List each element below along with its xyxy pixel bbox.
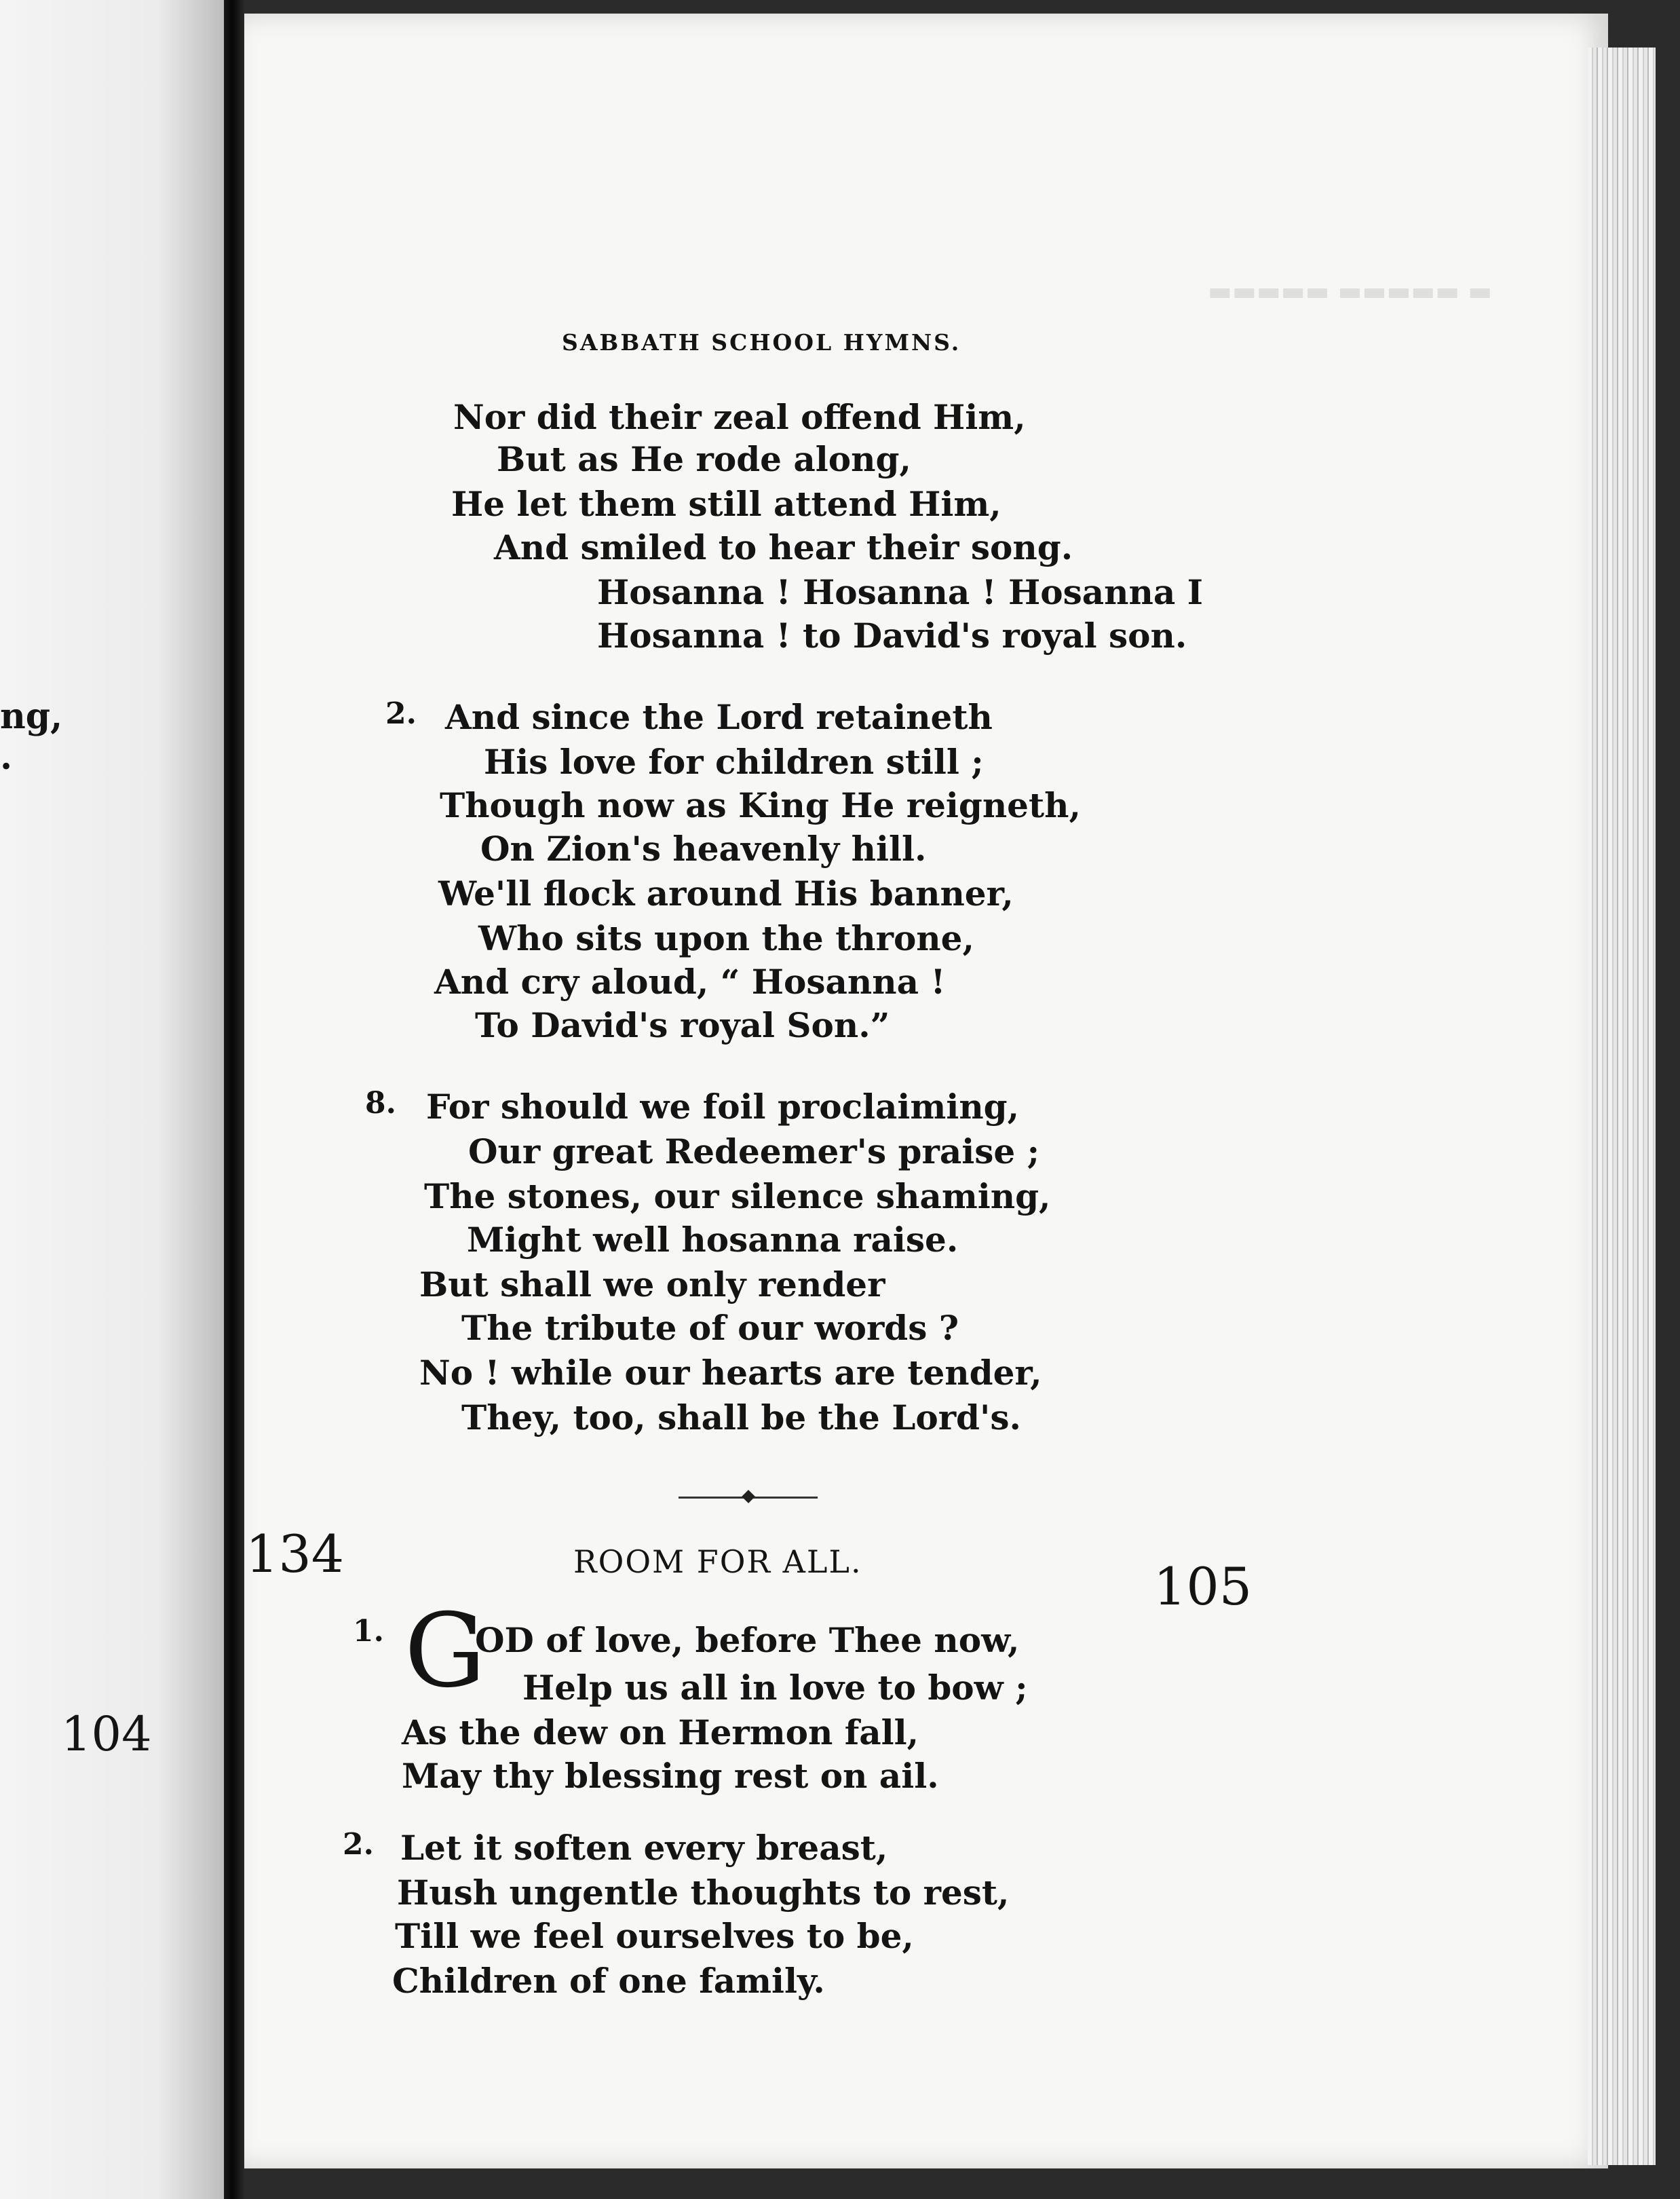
hymn-line: May thy blessing rest on ail. bbox=[402, 1756, 939, 1796]
hymn-line: And since the Lord retaineth bbox=[445, 697, 993, 737]
hymn-line: Till we feel ourselves to be, bbox=[395, 1916, 914, 1956]
bleed-through-text: ▬ ▬▬▬▬▬ ▬▬▬▬▬ bbox=[1208, 276, 1493, 306]
hymn-title: ROOM FOR ALL. bbox=[573, 1543, 862, 1580]
verse-number: 2. bbox=[343, 1827, 374, 1862]
hymn-line: To David's royal Son.” bbox=[475, 1005, 890, 1045]
hymn-line: Let it soften every breast, bbox=[400, 1828, 888, 1868]
tune-page-number: 105 bbox=[1153, 1556, 1253, 1617]
hymn-line: OD of love, before Thee now, bbox=[475, 1620, 1020, 1660]
hymn-line: Nor did their zeal offend Him, bbox=[453, 397, 1026, 437]
hymn-line: Might well hosanna raise. bbox=[467, 1220, 959, 1260]
left-page bbox=[0, 0, 224, 2199]
hymn-line: On Zion's heavenly hill. bbox=[480, 829, 927, 869]
verse-number: 2. bbox=[385, 696, 417, 731]
hymn-line: The stones, our silence shaming, bbox=[424, 1176, 1051, 1216]
book-gutter bbox=[224, 0, 244, 2199]
hymn-line: Children of one family. bbox=[392, 1961, 825, 2001]
hymn-line: No ! while our hearts are tender, bbox=[419, 1353, 1042, 1393]
hymn-line: They, too, shall be the Lord's. bbox=[461, 1397, 1021, 1437]
left-page-fragment: ng, bbox=[0, 696, 63, 737]
hymn-line: He let them still attend Him, bbox=[451, 484, 1001, 524]
running-head: SABBATH SCHOOL HYMNS. bbox=[562, 329, 961, 356]
hymn-line: And cry aloud, “ Hosanna ! bbox=[434, 962, 946, 1002]
hymn-line: We'll flock around His banner, bbox=[438, 873, 1014, 914]
page-edges bbox=[1588, 48, 1656, 2165]
hymn-line: Hush ungentle thoughts to rest, bbox=[397, 1873, 1010, 1913]
hymn-line: Our great Redeemer's praise ; bbox=[468, 1131, 1040, 1171]
hymn-line: But as He rode along, bbox=[497, 439, 911, 479]
hymn-line: But shall we only render bbox=[419, 1264, 885, 1304]
left-page-number: 104 bbox=[61, 1706, 152, 1762]
hymn-line: For should we foil proclaiming, bbox=[426, 1087, 1020, 1127]
hymn-line: And smiled to hear their song. bbox=[494, 527, 1073, 567]
hymn-line: Who sits upon the throne, bbox=[478, 918, 974, 958]
hymn-line: His love for children still ; bbox=[484, 742, 984, 782]
verse-number: 1. bbox=[353, 1614, 384, 1649]
hymn-refrain-line: Hosanna ! Hosanna ! Hosanna I bbox=[597, 572, 1204, 612]
hymn-refrain-line: Hosanna ! to David's royal son. bbox=[597, 616, 1187, 656]
verse-number: 8. bbox=[365, 1086, 396, 1121]
drop-capital: G bbox=[404, 1592, 486, 1710]
left-page-fragment: . bbox=[0, 736, 13, 778]
hymn-line: The tribute of our words ? bbox=[461, 1308, 959, 1348]
hymn-line: Though now as King He reigneth, bbox=[440, 785, 1081, 825]
hymn-line: As the dew on Hermon fall, bbox=[402, 1712, 919, 1752]
hymn-number: 134 bbox=[246, 1524, 345, 1584]
hymn-line: Help us all in love to bow ; bbox=[522, 1668, 1028, 1708]
